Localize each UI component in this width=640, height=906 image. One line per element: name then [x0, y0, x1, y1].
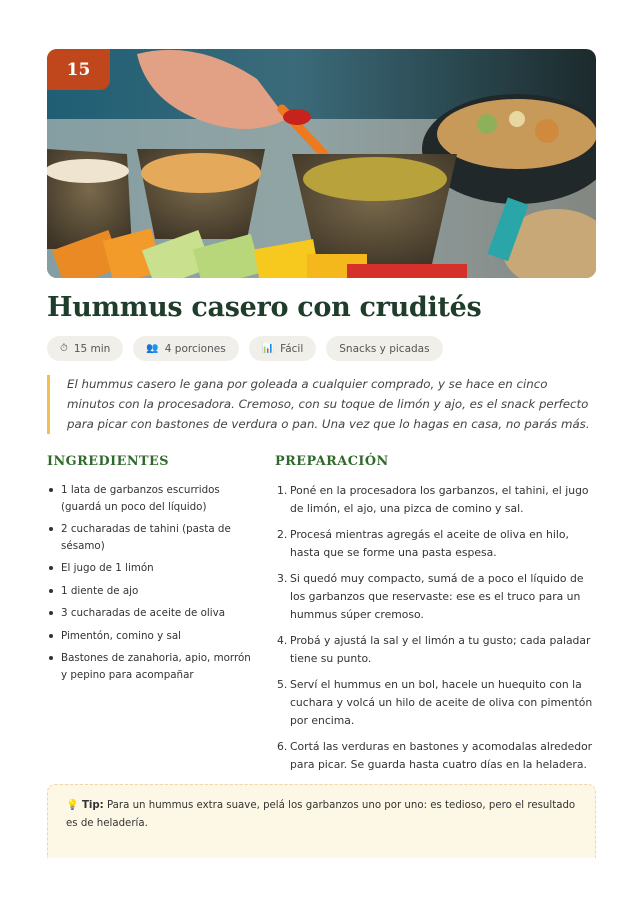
step-item	[275, 570, 600, 623]
category-chip	[326, 336, 442, 361]
step-item	[275, 632, 600, 667]
ingredient-item: El jugo de 1 limón	[47, 560, 252, 577]
ingredients-list	[47, 482, 252, 683]
preparation-section	[275, 454, 600, 782]
ingredients-heading: INGREDIENTES	[47, 454, 170, 469]
step-text: Si quedó muy compacto, sumá de a poco el líquido de los garbanzos que reservaste: ese es el truco para un hummus súper cremoso.	[290, 572, 584, 621]
tip-box	[47, 784, 596, 858]
step-number: 4.	[277, 634, 288, 648]
ingredient-item: 2 cucharadas de tahini (pasta de sésamo)	[47, 521, 252, 554]
step-number: 5.	[277, 678, 288, 692]
step-item	[275, 738, 600, 773]
preparation-heading: PREPARACIÓN	[275, 454, 389, 469]
servings-chip	[133, 336, 238, 361]
timer-icon: ⏱	[60, 342, 68, 354]
ingredient-item: 1 lata de garbanzos escurridos (guardá un poco del líquido)	[47, 482, 252, 515]
time-chip	[47, 336, 123, 361]
step-item	[275, 482, 600, 517]
step-text: Cortá las verduras en bastones y acomodalas alrededor para picar. Se guarda hasta cuatro días en la heladera.	[290, 740, 593, 771]
people-icon: 👥	[146, 342, 159, 354]
step-text: Serví el hummus en un bol, hacele un huequito con la cuchara y volcá un hilo de aceite de oliva con pimentón por encima.	[290, 678, 593, 727]
recipe-intro: El hummus casero le gana por goleada a cualquier comprado, y se hace en cinco minutos con la procesadora. Cremoso, con su toque de limón y ajo, es el snack perfecto para picar con bastones de verdura o pan. Una vez que lo hagas en casa, no parás más.	[47, 375, 596, 434]
ingredients-section	[47, 454, 252, 689]
step-item	[275, 526, 600, 561]
ingredient-item: Bastones de zanahoria, apio, morrón y pepino para acompañar	[47, 650, 252, 683]
step-text: Probá y ajustá la sal y el limón a tu gusto; cada paladar tiene su punto.	[290, 634, 591, 665]
time-label: 15 min	[73, 342, 111, 355]
step-number: 6.	[277, 740, 288, 754]
recipe-number-badge: 15	[47, 49, 110, 90]
preparation-steps	[275, 482, 600, 773]
hero-photo	[47, 49, 596, 278]
recipe-title: Hummus casero con crudités	[47, 292, 482, 323]
category-label: Snacks y picadas	[339, 342, 430, 355]
step-number: 1.	[277, 484, 288, 497]
lightbulb-icon: 💡	[66, 800, 79, 811]
step-number: 3.	[277, 572, 288, 586]
difficulty-chip	[249, 336, 317, 361]
ingredient-item: 3 cucharadas de aceite de oliva	[47, 605, 252, 622]
difficulty-label: Fácil	[280, 342, 304, 355]
servings-label: 4 porciones	[164, 342, 226, 355]
step-text: Poné en la procesadora los garbanzos, el tahini, el jugo de limón, el ajo, una pizca de comino y sal.	[290, 484, 589, 515]
ingredient-item: 1 diente de ajo	[47, 583, 252, 600]
recipe-meta-chips	[47, 336, 443, 361]
tip-label: Tip:	[81, 800, 104, 811]
step-text: Procesá mientras agregás el aceite de oliva en hilo, hasta que se forme una pasta espesa.	[290, 528, 569, 559]
step-number: 2.	[277, 528, 288, 542]
ingredient-item: Pimentón, comino y sal	[47, 628, 252, 645]
step-item	[275, 676, 600, 729]
difficulty-icon: 📊	[261, 342, 275, 354]
tip-text: Para un hummus extra suave, pelá los garbanzos uno por uno: es tedioso, pero el resultado es de heladería.	[66, 800, 576, 829]
